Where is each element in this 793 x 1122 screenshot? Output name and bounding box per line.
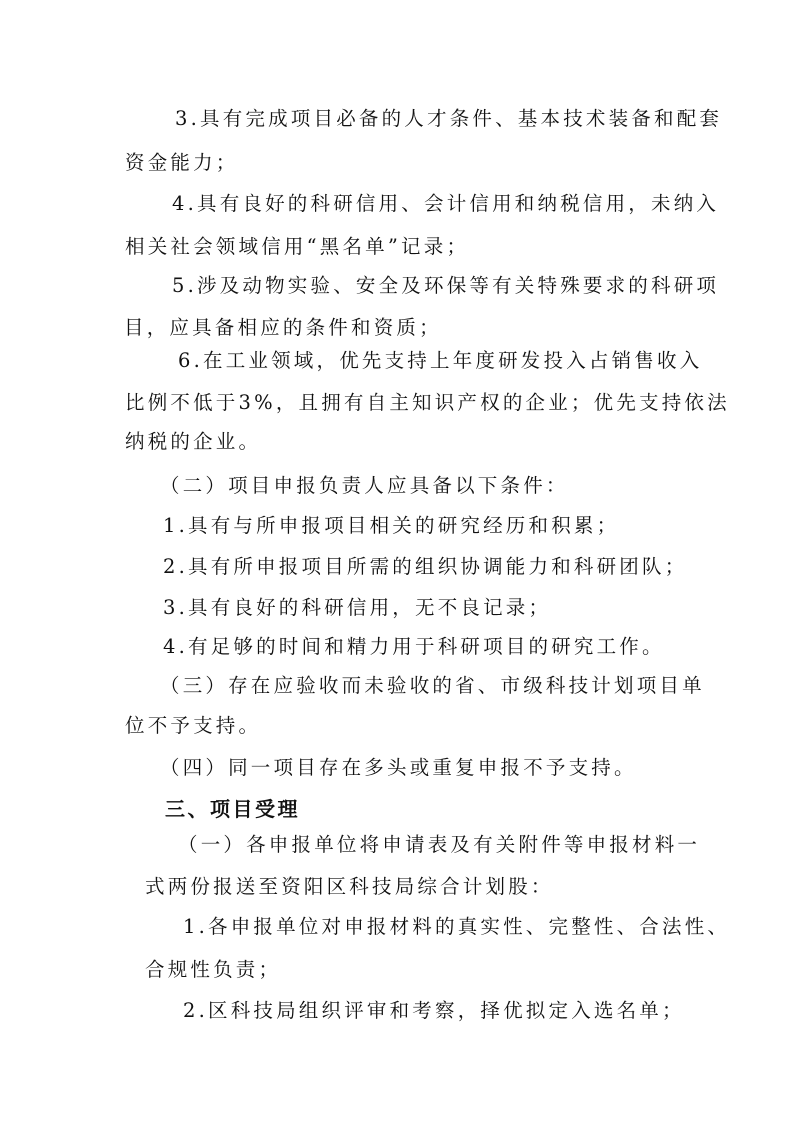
- paragraph-line: （二）项目申报负责人应具备以下条件：: [160, 474, 569, 497]
- paragraph-line: 6.在工业领域，优先支持上年度研发投入占销售收入: [178, 349, 703, 372]
- paragraph-line: （三）存在应验收而未验收的省、市级科技计划项目单: [160, 674, 705, 697]
- paragraph-line: 1.各申报单位对申报材料的真实性、完整性、合法性、: [183, 915, 731, 938]
- section-heading: 三、项目受理: [165, 797, 300, 821]
- paragraph-line: 比例不低于3%，且拥有自主知识产权的企业；优先支持依法: [125, 391, 730, 414]
- paragraph-line: 资金能力；: [125, 151, 239, 174]
- paragraph-line: 4.具有良好的科研信用、会计信用和纳税信用，未纳入: [172, 192, 720, 215]
- paragraph-line: 2.区科技局组织评审和考察，择优拟定入选名单；: [183, 999, 685, 1022]
- paragraph-line: 2.具有所申报项目所需的组织协调能力和科研团队；: [163, 555, 688, 578]
- paragraph-line: 合规性负责；: [145, 958, 282, 981]
- paragraph-line: 4.有足够的时间和精力用于科研项目的研究工作。: [163, 635, 665, 658]
- paragraph-line: 纳税的企业。: [125, 430, 262, 453]
- paragraph-line: （一）各申报单位将申请表及有关附件等申报材料一: [178, 833, 701, 856]
- paragraph-line: 3.具有良好的科研信用，无不良记录；: [163, 596, 552, 619]
- paragraph-line: 1.具有与所申报项目相关的研究经历和积累；: [163, 514, 620, 537]
- paragraph-line: 相关社会领域信用“黑名单”记录；: [125, 235, 470, 258]
- paragraph-line: 位不予支持。: [125, 714, 262, 737]
- paragraph-line: （四）同一项目存在多头或重复申报不予支持。: [160, 756, 637, 779]
- paragraph-line: 式两份报送至资阳区科技局综合计划股：: [145, 875, 554, 898]
- paragraph-line: 5.涉及动物实验、安全及环保等有关特殊要求的科研项: [172, 274, 720, 297]
- paragraph-line: 3.具有完成项目必备的人才条件、基本技术装备和配套: [175, 107, 723, 130]
- paragraph-line: 目，应具备相应的条件和资质；: [124, 316, 442, 339]
